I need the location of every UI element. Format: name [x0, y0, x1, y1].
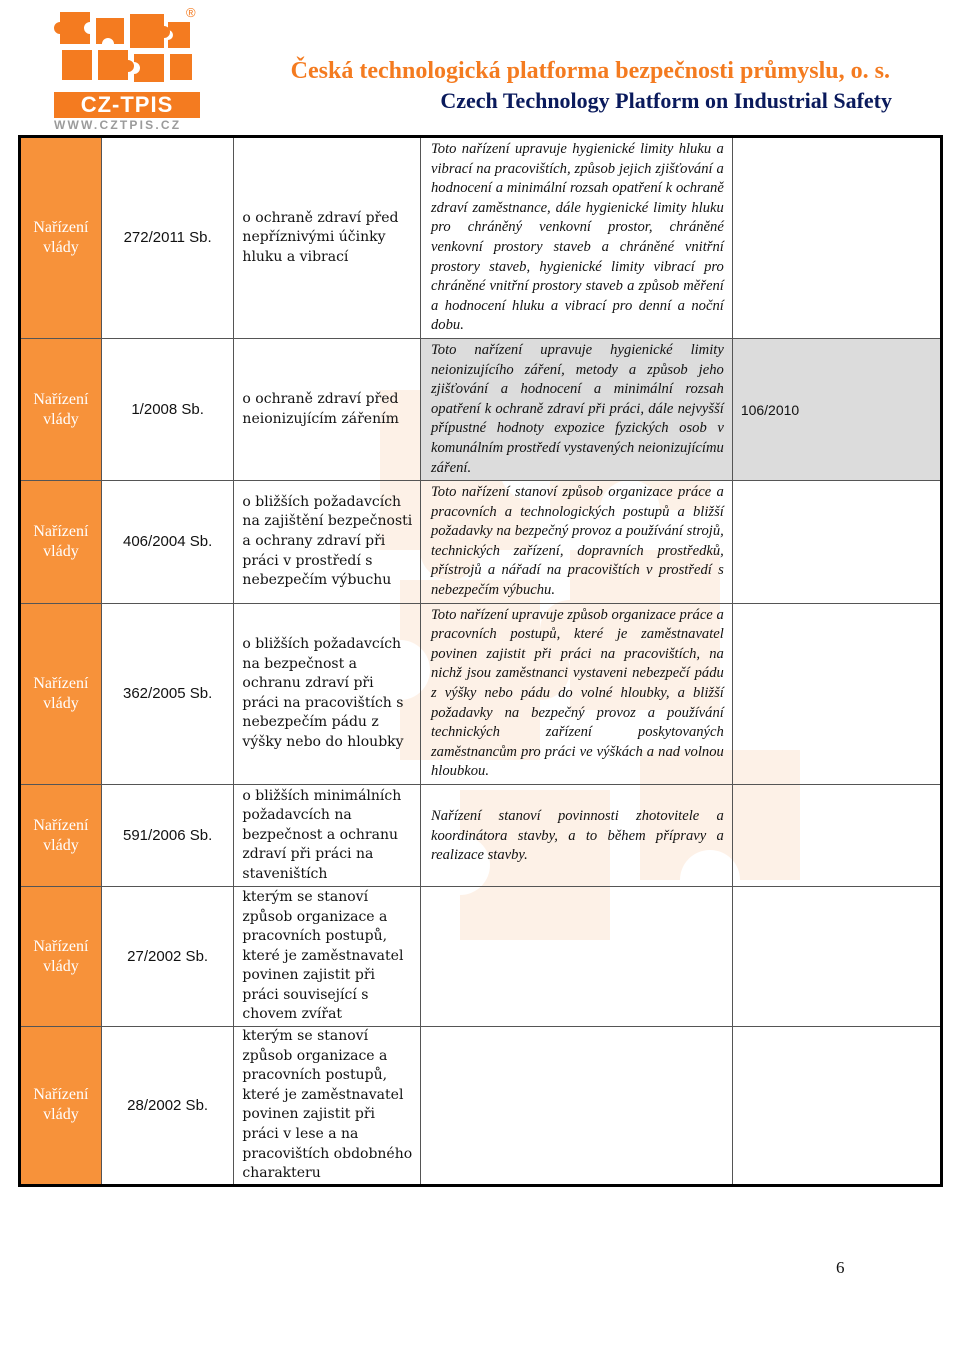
regulation-description: [421, 887, 733, 1027]
related-regulation: [732, 137, 941, 339]
regulation-description: Toto nařízení upravuje způsob organizace práce a pracovních postupů, které je zaměstnavatel povinen zajistit při práci na pracovištích, na nichž jsou zaměstnanci vystaveni nebezpečí pádu z výšky nebo pádu do volné hloubky, a bližší požadavky na bezpečný provoz a používání technických zařízení poskytovaných zaměstnancům pro práci ve výškách a nad volnou hloubkou.: [421, 603, 733, 784]
related-regulation: [732, 1027, 941, 1186]
table-row: [20, 785, 942, 887]
regulation-type: Nařízení vlády: [20, 1027, 102, 1186]
related-regulation: [732, 785, 941, 887]
related-regulation: [732, 603, 941, 784]
cz-tpis-logo: [52, 8, 202, 132]
regulation-number: 1/2008 Sb.: [101, 338, 234, 480]
regulation-name: kterým se stanoví způsob organizace a pracovních postupů, které je zaměstnavatel povinen zajistit při práci v lese a na pracovištích obdobného charakteru: [234, 1027, 421, 1186]
regulation-number: 28/2002 Sb.: [101, 1027, 234, 1186]
regulations-table: [18, 135, 943, 1187]
regulation-number: 591/2006 Sb.: [101, 785, 234, 887]
regulation-description: Nařízení stanoví povinnosti zhotovitele a koordinátora stavby, a to během přípravy a realizace stavby.: [421, 785, 733, 887]
regulation-type: Nařízení vlády: [20, 481, 102, 604]
related-regulation: 106/2010: [732, 338, 941, 480]
regulation-type: Nařízení vlády: [20, 137, 102, 339]
organization-title-en: Czech Technology Platform on Industrial Safety: [440, 88, 892, 113]
regulation-description: [421, 1027, 733, 1186]
table-row: [20, 887, 942, 1027]
regulation-type: Nařízení vlády: [20, 338, 102, 480]
regulation-number: 406/2004 Sb.: [101, 481, 234, 604]
regulation-type: Nařízení vlády: [20, 887, 102, 1027]
regulation-name: o ochraně zdraví před nepříznivými účinky hluku a vibrací: [234, 137, 421, 339]
organization-title-cz: Česká technologická platforma bezpečnosti průmyslu, o. s.: [290, 58, 890, 84]
regulation-type: Nařízení vlády: [20, 785, 102, 887]
related-regulation: [732, 887, 941, 1027]
regulation-name: o bližších požadavcích na zajištění bezpečnosti a ochrany zdraví při práci v prostředí s nebezpečím výbuchu: [234, 481, 421, 604]
related-regulation: [732, 481, 941, 604]
table-row: [20, 338, 942, 480]
regulation-number: 272/2011 Sb.: [101, 137, 234, 339]
regulation-description: Toto nařízení stanoví způsob organizace práce a pracovních a technologických postupů a bližší požadavky na bezpečný provoz a používání strojů, technických zařízení, dopravních prostředků, přístrojů a nářadí na pracovištích v prostředí s nebezpečím výbuchu.: [421, 481, 733, 604]
logo-url: WWW.CZTPIS.CZ: [54, 118, 182, 132]
regulation-name: kterým se stanoví způsob organizace a pracovních postupů, které je zaměstnavatel povinen zajistit při práci související s chovem zvířat: [234, 887, 421, 1027]
regulation-description: Toto nařízení upravuje hygienické limity hluku a vibrací na pracovištích, způsob jejich zjišťování a hodnocení a minimální rozsah opatření k ochraně zdraví zaměstnance, dále hygienické limity hluku pro chráněný venkovní prostor, chráněné venkovní prostory staveb a chráněné vnitřní prostory staveb, hygienické limity vibrací pro chráněné vnitřní prostory staveb a způsob měření a hodnocení hluku a vibrací pro denní a noční dobu.: [421, 137, 733, 339]
table-row: [20, 603, 942, 784]
regulation-number: 27/2002 Sb.: [101, 887, 234, 1027]
regulation-number: 362/2005 Sb.: [101, 603, 234, 784]
registered-mark: ®: [186, 5, 196, 20]
table-row: [20, 1027, 942, 1186]
regulation-description: Toto nařízení upravuje hygienické limity neionizujícího záření, metody a způsob jeho zjišťování a hodnocení a minimální rozsah opatření k ochraně zdraví při práci, dále nejvyšší přípustné hodnoty expozice fyzických osob v komunálním prostředí vystavených neionizujícímu záření.: [421, 338, 733, 480]
page-number: 6: [836, 1258, 845, 1277]
regulation-name: o bližších požadavcích na bezpečnost a ochranu zdraví při práci na pracovištích s nebezpečím pádu z výšky nebo do hloubky: [234, 603, 421, 784]
regulation-name: o bližších minimálních požadavcích na bezpečnost a ochranu zdraví při práci na staveništích: [234, 785, 421, 887]
regulation-type: Nařízení vlády: [20, 603, 102, 784]
table-row: [20, 481, 942, 604]
logo-text: CZ-TPIS: [54, 92, 200, 118]
table-row: [20, 137, 942, 339]
regulation-name: o ochraně zdraví před neionizujícím zářením: [234, 338, 421, 480]
